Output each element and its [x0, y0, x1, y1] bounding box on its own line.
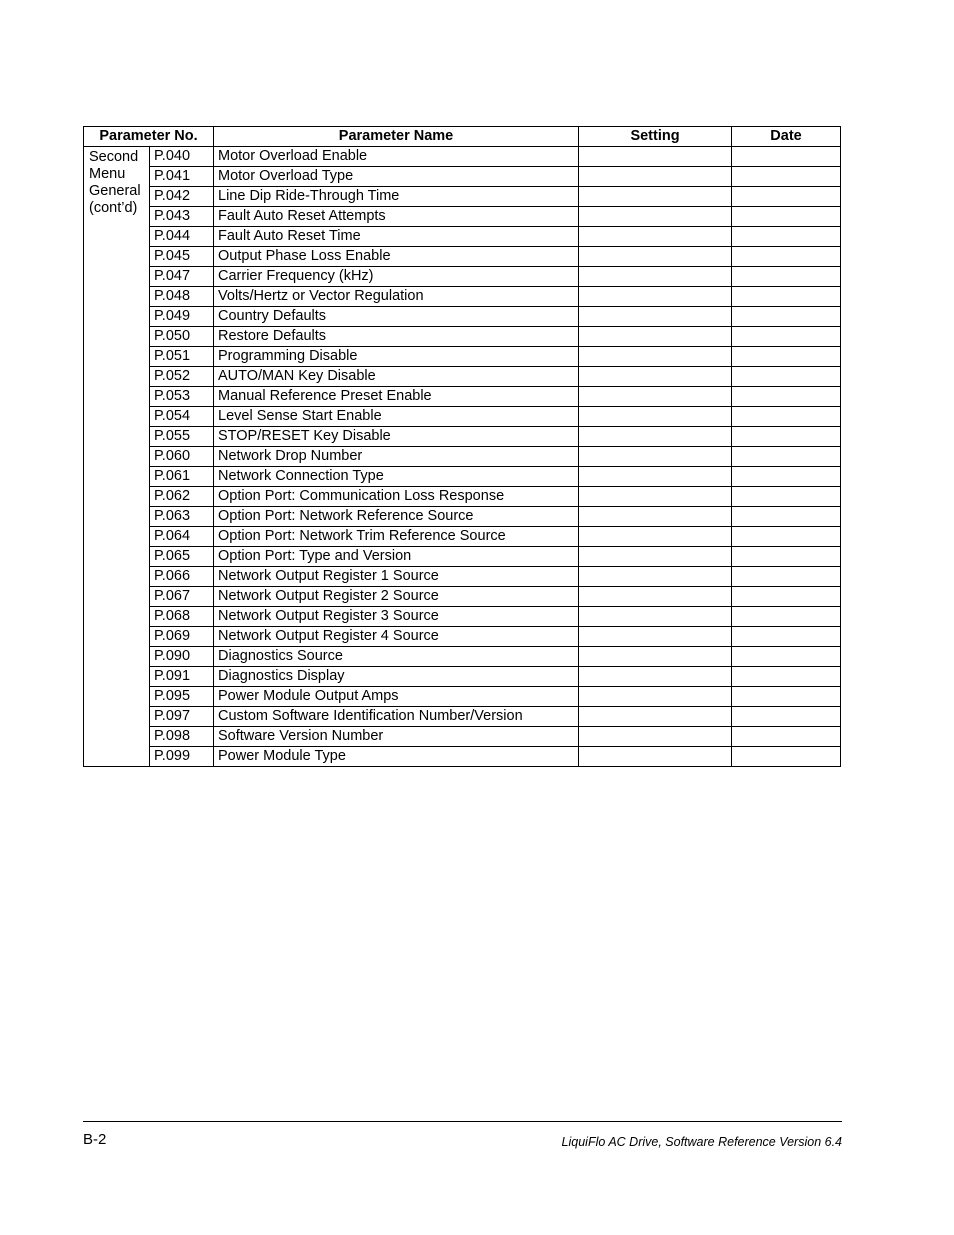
table-row	[84, 747, 841, 767]
parameter-name: Country Defaults	[214, 307, 579, 327]
footer-divider	[83, 1121, 842, 1122]
parameter-name: Fault Auto Reset Time	[214, 227, 579, 247]
setting-cell	[579, 487, 732, 507]
date-cell	[732, 227, 841, 247]
setting-cell	[579, 587, 732, 607]
table-row	[84, 547, 841, 567]
setting-cell	[579, 547, 732, 567]
parameter-name: Fault Auto Reset Attempts	[214, 207, 579, 227]
table-row	[84, 467, 841, 487]
table-row	[84, 267, 841, 287]
parameter-number: P.040	[150, 147, 214, 167]
parameter-number: P.055	[150, 427, 214, 447]
parameter-number: P.061	[150, 467, 214, 487]
date-cell	[732, 187, 841, 207]
setting-cell	[579, 307, 732, 327]
table-row	[84, 327, 841, 347]
parameter-number: P.045	[150, 247, 214, 267]
table-row	[84, 227, 841, 247]
table-row	[84, 247, 841, 267]
parameter-name: Motor Overload Enable	[214, 147, 579, 167]
date-cell	[732, 467, 841, 487]
date-cell	[732, 647, 841, 667]
date-cell	[732, 447, 841, 467]
setting-cell	[579, 367, 732, 387]
parameter-name: Option Port: Type and Version	[214, 547, 579, 567]
setting-cell	[579, 607, 732, 627]
parameter-name: Option Port: Communication Loss Response	[214, 487, 579, 507]
setting-cell	[579, 187, 732, 207]
parameter-name: Line Dip Ride-Through Time	[214, 187, 579, 207]
date-cell	[732, 547, 841, 567]
parameter-name: Power Module Type	[214, 747, 579, 767]
parameter-name: Option Port: Network Trim Reference Source	[214, 527, 579, 547]
date-cell	[732, 287, 841, 307]
table-row	[84, 587, 841, 607]
header-parameter-name: Parameter Name	[214, 127, 579, 147]
setting-cell	[579, 527, 732, 547]
parameter-number: P.098	[150, 727, 214, 747]
table-row	[84, 707, 841, 727]
parameter-number: P.064	[150, 527, 214, 547]
parameter-number: P.091	[150, 667, 214, 687]
setting-cell	[579, 407, 732, 427]
setting-cell	[579, 707, 732, 727]
parameter-name: Network Drop Number	[214, 447, 579, 467]
date-cell	[732, 387, 841, 407]
parameter-number: P.053	[150, 387, 214, 407]
date-cell	[732, 747, 841, 767]
table-row	[84, 647, 841, 667]
parameter-number: P.062	[150, 487, 214, 507]
parameter-name: Software Version Number	[214, 727, 579, 747]
page-number: B-2	[83, 1131, 107, 1148]
table-row	[84, 387, 841, 407]
setting-cell	[579, 247, 732, 267]
parameter-number: P.051	[150, 347, 214, 367]
parameter-number: P.067	[150, 587, 214, 607]
parameter-number: P.049	[150, 307, 214, 327]
table-row	[84, 687, 841, 707]
parameter-number: P.052	[150, 367, 214, 387]
setting-cell	[579, 267, 732, 287]
setting-cell	[579, 387, 732, 407]
parameter-name: Power Module Output Amps	[214, 687, 579, 707]
date-cell	[732, 347, 841, 367]
parameter-name: Diagnostics Source	[214, 647, 579, 667]
parameter-name: Option Port: Network Reference Source	[214, 507, 579, 527]
date-cell	[732, 687, 841, 707]
table-row	[84, 207, 841, 227]
setting-cell	[579, 447, 732, 467]
table-row	[84, 287, 841, 307]
parameter-name: Motor Overload Type	[214, 167, 579, 187]
parameter-name: Network Output Register 3 Source	[214, 607, 579, 627]
parameter-name: Output Phase Loss Enable	[214, 247, 579, 267]
setting-cell	[579, 627, 732, 647]
date-cell	[732, 627, 841, 647]
date-cell	[732, 507, 841, 527]
table-header-row	[84, 127, 841, 147]
parameter-name: Network Output Register 2 Source	[214, 587, 579, 607]
setting-cell	[579, 427, 732, 447]
table-row	[84, 347, 841, 367]
table-row	[84, 407, 841, 427]
setting-cell	[579, 167, 732, 187]
parameter-number: P.069	[150, 627, 214, 647]
parameter-name: Programming Disable	[214, 347, 579, 367]
date-cell	[732, 667, 841, 687]
table-row	[84, 527, 841, 547]
parameter-name: Manual Reference Preset Enable	[214, 387, 579, 407]
parameter-name: STOP/RESET Key Disable	[214, 427, 579, 447]
parameter-name: Network Connection Type	[214, 467, 579, 487]
parameter-number: P.041	[150, 167, 214, 187]
table-row	[84, 607, 841, 627]
parameter-name: AUTO/MAN Key Disable	[214, 367, 579, 387]
parameter-name: Volts/Hertz or Vector Regulation	[214, 287, 579, 307]
table-row	[84, 187, 841, 207]
table-row	[84, 147, 841, 167]
setting-cell	[579, 647, 732, 667]
parameter-number: P.047	[150, 267, 214, 287]
header-parameter-no: Parameter No.	[84, 127, 214, 147]
setting-cell	[579, 507, 732, 527]
header-date: Date	[732, 127, 841, 147]
parameter-number: P.068	[150, 607, 214, 627]
parameter-number: P.090	[150, 647, 214, 667]
table-row	[84, 447, 841, 467]
parameter-name: Network Output Register 4 Source	[214, 627, 579, 647]
header-setting: Setting	[579, 127, 732, 147]
parameter-number: P.060	[150, 447, 214, 467]
date-cell	[732, 167, 841, 187]
date-cell	[732, 567, 841, 587]
setting-cell	[579, 687, 732, 707]
table-row	[84, 167, 841, 187]
table-row	[84, 567, 841, 587]
setting-cell	[579, 207, 732, 227]
table-body	[84, 147, 841, 767]
parameter-name: Restore Defaults	[214, 327, 579, 347]
table-row	[84, 367, 841, 387]
parameter-number: P.044	[150, 227, 214, 247]
parameter-name: Carrier Frequency (kHz)	[214, 267, 579, 287]
table-row	[84, 487, 841, 507]
setting-cell	[579, 667, 732, 687]
parameter-name: Custom Software Identification Number/Version	[214, 707, 579, 727]
date-cell	[732, 607, 841, 627]
date-cell	[732, 207, 841, 227]
parameter-table	[83, 126, 841, 767]
date-cell	[732, 527, 841, 547]
setting-cell	[579, 147, 732, 167]
parameter-number: P.095	[150, 687, 214, 707]
setting-cell	[579, 287, 732, 307]
parameter-number: P.066	[150, 567, 214, 587]
parameter-name: Level Sense Start Enable	[214, 407, 579, 427]
group-label: Second Menu General (cont’d)	[84, 147, 150, 767]
parameter-number: P.097	[150, 707, 214, 727]
setting-cell	[579, 327, 732, 347]
setting-cell	[579, 747, 732, 767]
table-row	[84, 507, 841, 527]
setting-cell	[579, 727, 732, 747]
parameter-number: P.042	[150, 187, 214, 207]
date-cell	[732, 407, 841, 427]
date-cell	[732, 247, 841, 267]
parameter-number: P.065	[150, 547, 214, 567]
setting-cell	[579, 467, 732, 487]
parameter-name: Diagnostics Display	[214, 667, 579, 687]
date-cell	[732, 727, 841, 747]
date-cell	[732, 487, 841, 507]
parameter-number: P.043	[150, 207, 214, 227]
parameter-number: P.048	[150, 287, 214, 307]
table-row	[84, 627, 841, 647]
table-row	[84, 727, 841, 747]
date-cell	[732, 267, 841, 287]
setting-cell	[579, 567, 732, 587]
parameter-number: P.099	[150, 747, 214, 767]
date-cell	[732, 147, 841, 167]
date-cell	[732, 367, 841, 387]
setting-cell	[579, 347, 732, 367]
table-row	[84, 427, 841, 447]
parameter-number: P.063	[150, 507, 214, 527]
date-cell	[732, 427, 841, 447]
date-cell	[732, 307, 841, 327]
parameter-name: Network Output Register 1 Source	[214, 567, 579, 587]
setting-cell	[579, 227, 732, 247]
date-cell	[732, 707, 841, 727]
date-cell	[732, 327, 841, 347]
document-title: LiquiFlo AC Drive, Software Reference Version 6.4	[561, 1135, 842, 1149]
date-cell	[732, 587, 841, 607]
parameter-number: P.050	[150, 327, 214, 347]
table-row	[84, 667, 841, 687]
parameter-number: P.054	[150, 407, 214, 427]
table-row	[84, 307, 841, 327]
